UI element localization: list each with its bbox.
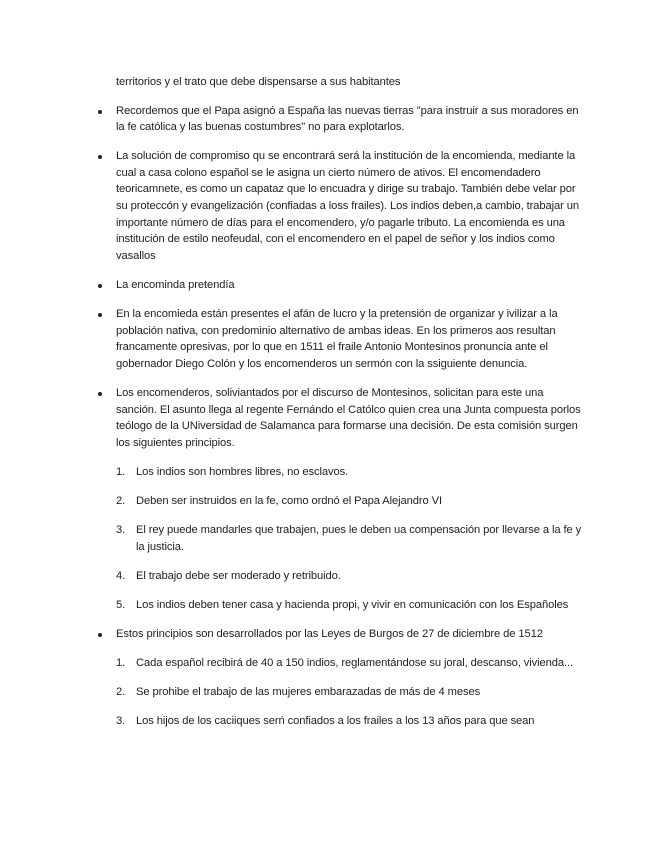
item-number: 2. — [116, 494, 126, 507]
bullet-text: Recordemos que el Papa asignó a España las nuevas tierras "para instruir a sus moradores en la fe católica y las buenas costumbres" no para explotarlos. — [116, 104, 579, 134]
item-text: Los indios son hombres libres, no esclavos. — [136, 465, 349, 478]
numbered-item — [116, 568, 586, 585]
numbered-item — [116, 597, 586, 614]
bullet-list — [96, 103, 586, 730]
document-body — [96, 74, 586, 742]
bullet-dot-icon — [98, 284, 102, 288]
bullet-text: Estos principios son desarrollados por las Leyes de Burgos de 27 de diciembre de 1512 — [116, 627, 543, 640]
bullet-item — [96, 385, 586, 613]
bullet-text: En la encomieda están presentes el afán de lucro y la pretensión de organizar y ivilizar a la población nativa, con predominio alternativo de ambas ideas. En los primeros aos resultan francamente opresivas, por lo que en 1511 el fraile Antonio Montesinos pronuncia ante el gobernador Diego Colón y los encomenderos un sermón con la ssiguiente denuncia. — [116, 308, 558, 370]
item-text: Los indios deben tener casa y hacienda propi, y vivir en comunicación con los Españoles — [136, 598, 569, 611]
bullet-item — [96, 306, 586, 372]
item-number: 5. — [116, 598, 126, 611]
numbered-item — [116, 684, 586, 701]
bullet-dot-icon — [98, 110, 102, 114]
bullet-text: Los encomenderos, soliviantados por el discurso de Montesinos, solicitan para este una sanción. El asunto llega al regente Fernándo el Católco quien crea una Junta compuesta porlos teólogo de la UNiversidad de Salamanca para formarse una decisión. De esta comisión surgen los siguientes principios. — [116, 386, 581, 449]
continuation-text: territorios y el trato que debe dispensarse a sus habitantes — [116, 76, 401, 88]
item-number: 4. — [116, 569, 126, 582]
numbered-item — [116, 464, 586, 481]
bullet-text: La encominda pretendía — [116, 278, 235, 291]
principles-list — [116, 464, 586, 614]
item-number: 1. — [116, 465, 126, 478]
bullet-dot-icon — [98, 392, 102, 396]
item-number: 3. — [116, 715, 126, 728]
numbered-item — [116, 493, 586, 510]
bullet-dot-icon — [98, 155, 102, 159]
numbered-item — [116, 655, 586, 672]
bullet-item — [96, 148, 586, 264]
item-text: Cada español recibirá de 40 a 150 indios, reglamentándose su joral, descanso, vivienda... — [136, 656, 574, 669]
item-text: El trabajo debe ser moderado y retribuido. — [136, 569, 341, 582]
item-text: Se prohibe el trabajo de las mujeres embarazadas de más de 4 meses — [136, 686, 481, 699]
item-number: 1. — [116, 656, 126, 669]
item-number: 3. — [116, 523, 126, 536]
item-text: Deben ser instruidos en la fe, como ordnó el Papa Alejandro VI — [136, 494, 442, 507]
numbered-item — [116, 713, 586, 730]
bullet-item — [96, 626, 586, 730]
bullet-item — [96, 103, 586, 136]
item-text: El rey puede mandarles que trabajen, pues le deben ua compensación por llevarse a la fe y la justicia. — [136, 523, 582, 553]
item-text: Los hijos de los caciiques serń confiados a los frailes a los 13 años para que sean — [136, 715, 535, 728]
item-number: 2. — [116, 686, 126, 699]
bullet-text: La solución de compromiso qu se encontrará será la institución de la encomienda, mediante la cual a casa colono español se le asigna un cierto número de ativos. El encomendadero teoricamnete, es como un capataz que lo encuadra y dirige su trabajo. También debe velar por su proteccón y evangelización (confiadas a loss frailes). Los indios deben,a cambio, trabajar un importante número de días para el encomendero, y/o pagarle tributo. La encomienda es una institución de estilo neofeudal, con el encomendero en el papel de señor y los indios como vasallos — [116, 150, 580, 262]
numbered-item — [116, 522, 586, 555]
bullet-dot-icon — [98, 633, 102, 637]
bullet-item — [96, 277, 586, 294]
bullet-dot-icon — [98, 313, 102, 317]
burgos-laws-list — [116, 655, 586, 730]
